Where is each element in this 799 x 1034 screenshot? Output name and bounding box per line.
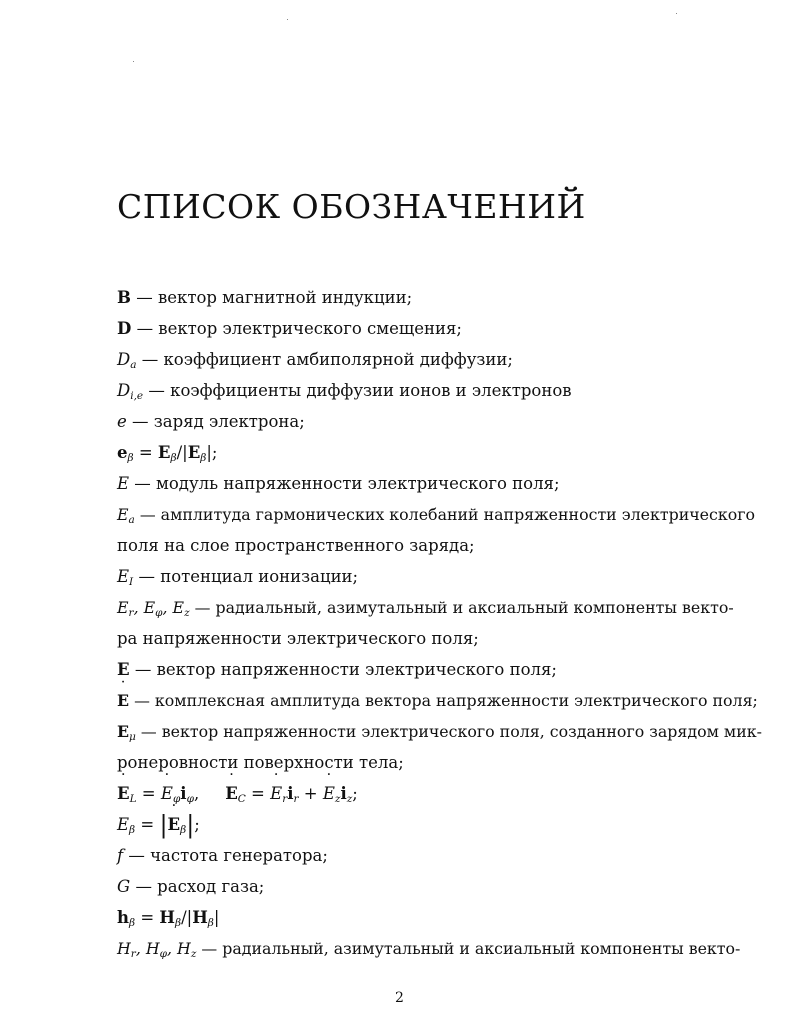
symbol-G: G xyxy=(117,877,131,896)
symbol-Die: $D_{i,e}$ xyxy=(117,381,144,402)
entry-text: — потенциал ионизации; xyxy=(138,567,359,586)
symbol-Da: $D_a$ xyxy=(117,350,137,371)
notation-list xyxy=(117,282,762,964)
symbol-E-mu: $E_\mu$ xyxy=(117,722,136,743)
list-item xyxy=(117,406,711,437)
symbol-f: f xyxy=(117,846,124,865)
entry-text: — радиальный, азимутальный и аксиальный компоненты векто- xyxy=(201,939,741,958)
entry-text: — радиальный, азимутальный и аксиальный компоненты векто- xyxy=(194,598,734,617)
entry-text: ра напряженности электрического поля; xyxy=(117,629,479,648)
symbol-EI: $E_I$ xyxy=(117,567,134,588)
list-item xyxy=(117,344,711,375)
entry-text: поля на слое пространственного заряда; xyxy=(117,536,475,555)
entry-text: — коэффициенты диффузии ионов и электронов xyxy=(148,381,572,400)
page-title: СПИСОК ОБОЗНАЧЕНИЙ xyxy=(117,187,586,226)
list-item xyxy=(117,561,711,592)
entry-text: — коэффициент амбиполярной диффузии; xyxy=(141,350,513,369)
entry-text: — вектор напряженности электрического поля; xyxy=(134,660,557,679)
symbol-E: E xyxy=(117,474,130,493)
list-item xyxy=(117,499,756,530)
list-item xyxy=(117,654,711,685)
list-item xyxy=(117,468,711,499)
entry-text: — вектор напряженности электрического поля, созданного зарядом мик- xyxy=(140,722,762,741)
entry-text: — вектор магнитной индукции; xyxy=(136,288,413,307)
list-item xyxy=(117,685,758,716)
symbol-E-vector: E xyxy=(117,660,130,679)
symbol-E-dot: ˙ E xyxy=(117,685,129,716)
symbol-Hr-Hphi-Hz: $H_r$, $H_\varphi$, $H_z$ xyxy=(117,939,197,960)
list-item-continuation xyxy=(117,530,711,561)
symbol-Ea: $E_a$ xyxy=(117,505,135,526)
entry-text: — модуль напряженности электрического поля; xyxy=(134,474,560,493)
entry-text: — амплитуда гармонических колебаний напряженности электрического xyxy=(139,505,756,524)
scan-speck xyxy=(133,61,134,62)
scan-speck xyxy=(287,19,288,20)
list-item xyxy=(117,313,711,344)
page-number: 2 xyxy=(395,990,404,1006)
list-item xyxy=(117,592,734,623)
list-item xyxy=(117,840,711,871)
entry-text: — комплексная амплитуда вектора напряженности электрического поля; xyxy=(134,691,758,710)
symbol-D: D xyxy=(117,319,132,338)
entry-text: — частота генератора; xyxy=(128,846,328,865)
list-item-continuation xyxy=(117,623,711,654)
entry-text: — вектор электрического смещения; xyxy=(136,319,462,338)
formula-EL-EC: ˙ $E_L$ = ˙ $E_\varphi i_\varphi,˙$ $E_C$ = ˙ $E_ri_r$ + ˙ $E_zi_z$; xyxy=(117,778,711,809)
list-item xyxy=(117,282,711,313)
list-item xyxy=(117,871,711,902)
scan-speck xyxy=(676,13,677,14)
formula-h-beta: $h_\beta = H_\beta/|H_\beta|$ xyxy=(117,908,220,929)
list-item xyxy=(117,716,762,747)
entry-text: — расход газа; xyxy=(135,877,265,896)
list-item-continuation xyxy=(117,747,711,778)
list-item xyxy=(117,933,741,964)
formula-E-beta: $E_\beta$ = |˙ $E_\beta|$; xyxy=(117,809,711,840)
symbol-B: B xyxy=(117,288,131,307)
entry-text: ронеровности поверхности тела; xyxy=(117,753,404,772)
formula-e-beta: $e_\beta = E_\beta/|E_\beta|$; xyxy=(117,443,218,464)
entry-text: — заряд электрона; xyxy=(132,412,305,431)
symbol-e: e xyxy=(117,412,127,431)
symbol-Er-Ephi-Ez: $E_r$, $E_\varphi$, $E_z$ xyxy=(117,598,190,619)
list-item xyxy=(117,375,711,406)
